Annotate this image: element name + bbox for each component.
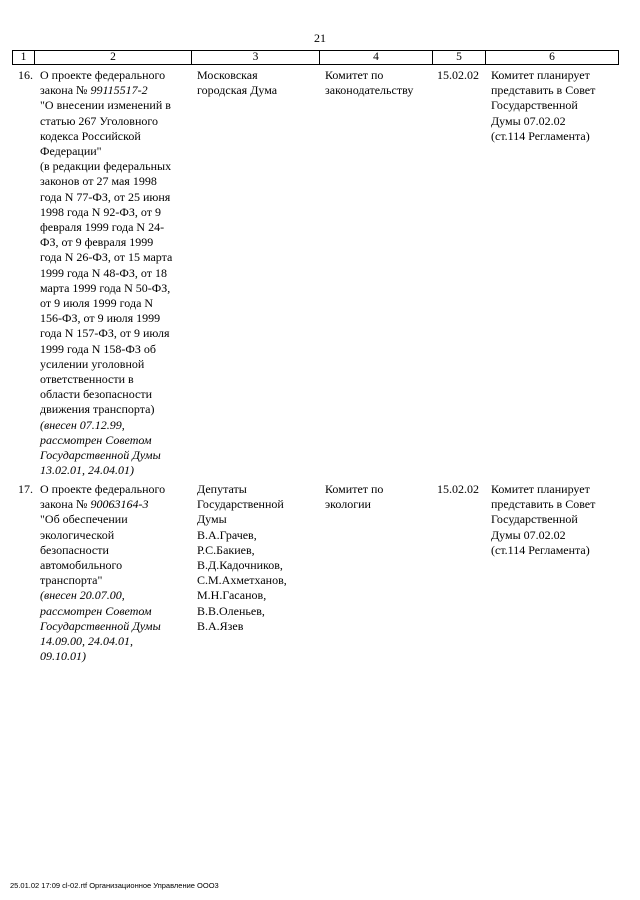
bill-title [40, 482, 200, 664]
responsible-committee: Комитет по законодательству [325, 68, 414, 98]
bill-status-note: (внесен 07.12.99, рассмотрен Советом Государственной Думы 13.02.01, 24.04.01) [40, 417, 161, 478]
bill-title-body: "Об обеспечении экологической безопасности автомобильного транспорта" [40, 512, 128, 588]
row-number: 16. [18, 68, 33, 82]
bill-title-prefix: О проекте федерального закона № [40, 68, 166, 98]
bill-initiator: Московская городская Дума [197, 68, 278, 98]
bill-plan: Комитет планирует представить в Совет Государственной Думы 07.02.02 (ст.114 Регламента) [491, 68, 596, 143]
column-header-6: 6 [486, 51, 619, 65]
bill-title [40, 68, 200, 478]
row-number: 17. [18, 482, 33, 496]
bill-plan: Комитет планирует представить в Совет Государственной Думы 07.02.02 (ст.114 Регламента) [491, 482, 596, 557]
column-header-5: 5 [433, 51, 486, 65]
bill-initiator: Депутаты Государственной Думы В.А.Грачев, Р.С.Бакиев, В.Д.Кадочников, С.М.Ахметханов, М.Н.Гасанов, В.В.Оленьев, В.А.Язев [197, 482, 287, 633]
responsible-committee: Комитет по экологии [325, 482, 384, 512]
column-header-4: 4 [320, 51, 433, 65]
column-header-2: 2 [35, 51, 192, 65]
bill-status-note: (внесен 20.07.00, рассмотрен Советом Государственной Думы 14.09.00, 24.04.01, 09.10.01) [40, 588, 161, 664]
bill-title-body: "О внесении изменений в статью 267 Уголовного кодекса Российской Федерации" (в редакции федеральных законов от 27 мая 1998 года N 77-ФЗ, от 25 июня 1998 года N 92-ФЗ, от 9 февраля 1999 года N 24- ФЗ, от 9 февраля 1999 года N 26-ФЗ, от 15 марта 1999 года N 48-ФЗ, от 18 марта 1999 года N 50-ФЗ, от 9 июля 1999 года N 156-ФЗ, от 9 июля 1999 года N 157-ФЗ, от 9 июля 1999 года N 158-ФЗ об усилении уголовной ответственности в области безопасности движения транспорта) [40, 98, 173, 417]
fax-footer: 25.01.02 17:09 cl-02.rtf Организационное Управление ООО3 [10, 881, 219, 890]
bill-date: 15.02.02 [437, 482, 479, 496]
column-header-1: 1 [13, 51, 35, 65]
bill-title-prefix: О проекте федерального закона № [40, 482, 166, 512]
column-header-3: 3 [192, 51, 320, 65]
bill-date: 15.02.02 [437, 68, 479, 82]
page-number: 21 [314, 31, 326, 45]
bill-number: 99115517-2 [90, 83, 148, 98]
column-header-table [12, 50, 619, 65]
column-header-row [13, 51, 619, 65]
bill-number: 90063164-3 [90, 497, 149, 512]
